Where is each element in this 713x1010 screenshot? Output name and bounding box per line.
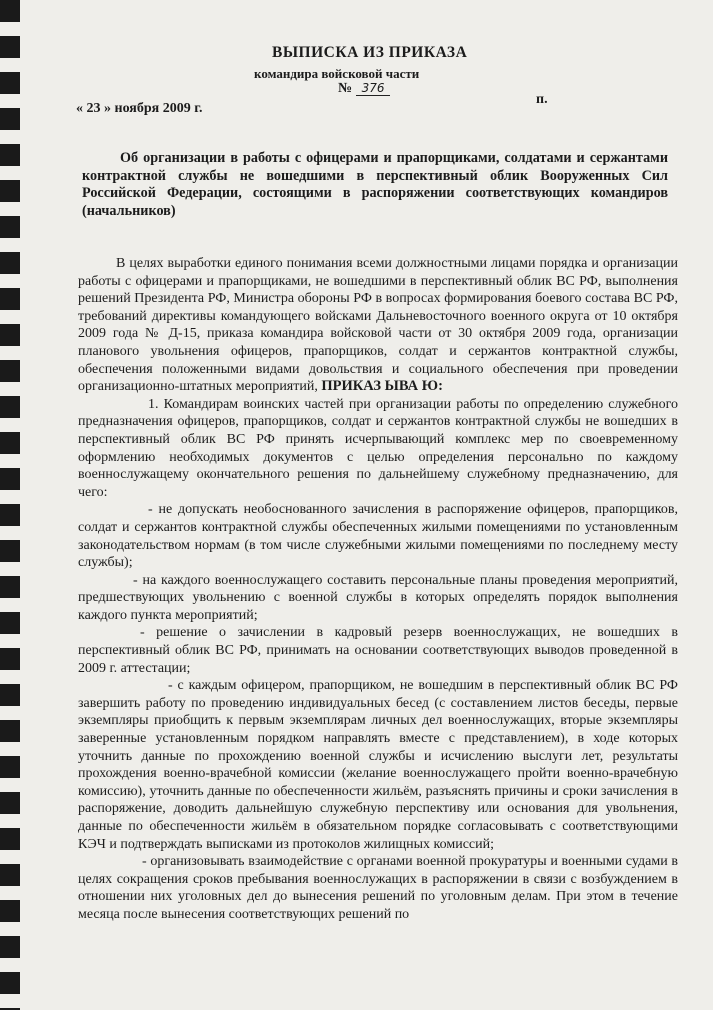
document-subtitle: командира войсковой части xyxy=(254,66,420,81)
bullet-1: - не допускать необоснованного зачисления в распоряжение офицеров, прапорщиков, солдат и сержантов контрактной службы обеспеченных жилыми помещениями по установленным законодательством нормам (в том числе служебными жилыми помещениями по последнему месту службы); xyxy=(78,502,678,571)
bullet-3: - решение о зачислении в кадровый резерв военнослужащих, не вошедших в перспективный облик ВС РФ, принимать на основании соответствующих выводов проведенной в 2009 г. аттестации; xyxy=(78,625,678,676)
prikaz-word: ПРИКАЗ ЫВА Ю: xyxy=(321,378,443,395)
bullet-2: - на каждого военнослужащего составить персональные планы проведения мероприятий, предшествующих увольнению с военной службы в которых определять порядок выполнения каждого пункта мероприятий; xyxy=(78,572,678,623)
preamble-text: В целях выработки единого понимания всеми должностными лицами порядка и организации работы с офицерами и прапорщиками, не вошедшими в перспективный облик ВС РФ, выполнения решений Президента РФ, Министра обороны РФ в вопросах формирования боевого состава ВС РФ, требований директивы командующего войсками Дальневосточного военного округа от 10 октября 2009 года № Д-15, приказа командира войсковой части от 30 октября 2009 года, организации планового увольнения офицеров, прапорщиков, солдат и сержантов контрактной службы, обеспечения положенными видами довольствия и социального обеспечения при проведении организационно-штатных мероприятий, xyxy=(78,256,678,395)
document-title: ВЫПИСКА ИЗ ПРИКАЗА xyxy=(272,44,468,61)
order-date: « 23 » ноября 2009 г. xyxy=(76,101,203,116)
bullet-5: - организовывать взаимодействие с органами военной прокуратуры и военными судами в целях сокращения сроков пребывания военнослужащих в распоряжении в связи с возбуждением в отношении них уголовных дел до вынесения решений по уголовным делам. При этом в течение месяца после вынесения соответствующих решений по xyxy=(78,854,678,922)
order-number xyxy=(338,81,390,97)
bullet-4: - с каждым офицером, прапорщиком, не вошедшим в перспективный облик ВС РФ завершить работу по проведению индивидуальных бесед (с составлением листов беседы, первые экземпляры приобщить к первым экземплярам личных дел военнослужащих, вторые экземпляры заверенные установленным порядком направлять вместе с представлением), в ходе которых уточнить данные по прохождению военной службы и исчислению выслуги лет, результаты прохождения военно-врачебной комиссии (желание военнослужащего пройти военно-врачебную комиссию), уточнить данные по обеспеченности жильём, разъяснять причины и сроки зачисления в распоряжение, доводить дальнейшую служебную перспективу или основания для увольнения, данные по обеспеченности жильём в обязательном порядке согласовывать с соответствующими КЭЧ и подтверждать выписками из протоколов жилищных комиссий; xyxy=(78,678,678,852)
order-subject: Об организации в работы с офицерами и прапорщиками, солдатами и сержантами контрактной службы не вошедшими в перспективный облик Вооруженных Сил Российской Федерации, состоящими в распоряжении соответствующих командиров (начальников) xyxy=(82,150,668,219)
number-label: № xyxy=(338,81,353,96)
preamble-paragraph xyxy=(78,255,678,396)
place-label: п. xyxy=(536,92,548,107)
number-value: 376 xyxy=(356,81,391,96)
order-body xyxy=(78,255,678,924)
item-1: 1. Командирам воинских частей при организации работы по определению служебного предназначения офицеров, прапорщиков, солдат и сержантов контрактной службы не вошедших в перспективный облик ВС РФ принять исчерпывающий комплекс мер по своевременному оформлению необходимых документов с целью определения персонально по каждому военнослужащему окончательного решения по дальнейшему служебному предназначению, для чего: xyxy=(78,396,678,500)
